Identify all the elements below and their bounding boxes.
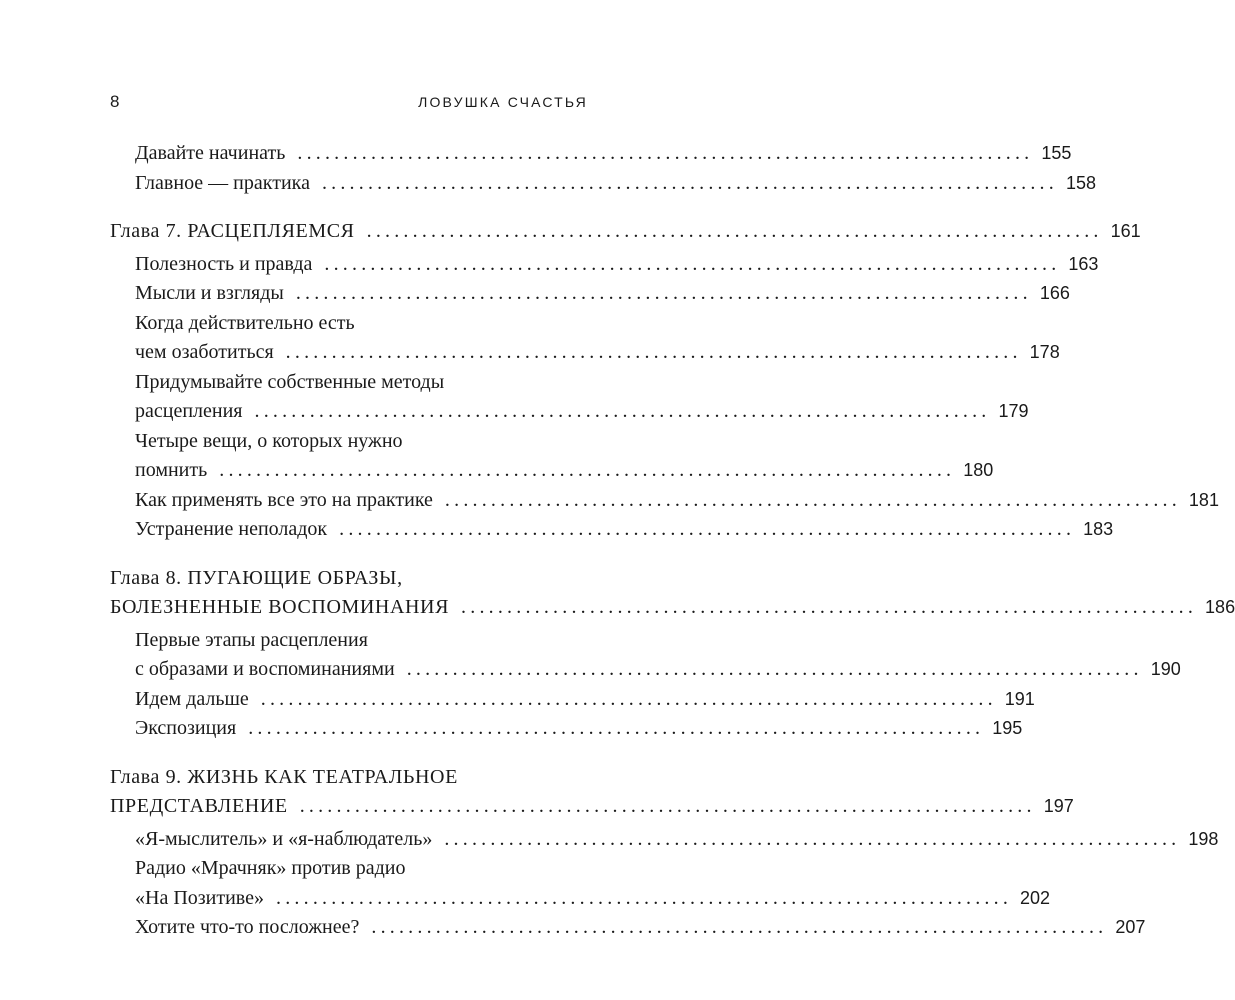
- toc-chapter-entry[interactable]: [110, 763, 1074, 822]
- dot-leader: ................................................................................: [254, 400, 991, 422]
- toc-entry-row: [135, 685, 1035, 715]
- toc-entry-title-line: с образами и воспоминаниями: [135, 658, 395, 680]
- toc-entry-title-line: ПРЕДСТАВЛЕНИЕ: [110, 795, 288, 817]
- toc-entry-title-line: Глава 7. РАСЦЕПЛЯЕМСЯ: [110, 220, 355, 242]
- toc-section-entry[interactable]: [110, 279, 1070, 309]
- dot-leader: ................................................................................: [444, 827, 1181, 850]
- toc-chapter-entry[interactable]: [110, 564, 1235, 623]
- toc-entry-row: [135, 486, 1219, 516]
- toc-page-number: 179: [998, 401, 1029, 421]
- dot-leader: ................................................................................: [276, 886, 1013, 909]
- toc-entry-row: [135, 456, 994, 486]
- dot-leader: ................................................................................: [371, 916, 1108, 938]
- toc-entry-row: [135, 714, 1023, 744]
- dot-leader: ................................................................................: [444, 488, 1181, 511]
- toc-entry-title-line: Хотите что-то посложнее?: [135, 916, 360, 938]
- toc-entry-title-line: Давайте начинать: [135, 142, 286, 164]
- dot-leader: ................................................................................: [219, 459, 956, 481]
- toc-entry-title-line: расцепления: [135, 400, 243, 422]
- toc-page-number: 158: [1065, 172, 1096, 193]
- toc-entry-title-line: Мысли и взгляды: [135, 282, 284, 304]
- toc-page-number: 178: [1029, 342, 1060, 362]
- toc-entry-row: [110, 593, 1235, 623]
- toc-page-number: 181: [1188, 489, 1219, 510]
- toc-page-number: 195: [992, 718, 1023, 738]
- dot-leader: ................................................................................: [406, 658, 1143, 680]
- running-title: ЛОВУШКА СЧАСТЬЯ: [418, 94, 588, 110]
- toc-entry-row: [135, 139, 1072, 169]
- toc-section-entry[interactable]: [110, 427, 994, 486]
- dot-leader: ................................................................................: [461, 596, 1198, 618]
- toc-entry-row: [135, 279, 1070, 309]
- toc-section-entry[interactable]: [110, 714, 1023, 744]
- dot-leader: ................................................................................: [295, 282, 1032, 304]
- toc-section-entry[interactable]: [110, 169, 1096, 199]
- toc-entry-title-line: «Я-мыслитель» и «я-наблюдатель»: [135, 827, 433, 850]
- toc-page-number: 183: [1083, 519, 1114, 539]
- page-header: [110, 90, 588, 114]
- toc-page-number: 161: [1110, 221, 1141, 241]
- toc-page-number: 197: [1043, 796, 1074, 816]
- dot-leader: ................................................................................: [248, 717, 985, 739]
- table-of-contents: [110, 139, 1235, 943]
- toc-chapter-entry[interactable]: [110, 217, 1141, 247]
- toc-entry-title-line: Придумывайте собственные методы: [135, 370, 445, 393]
- toc-entry-title-line: «На Позитиве»: [135, 886, 265, 909]
- toc-entry-title-line: Радио «Мрачняк» против радио: [135, 857, 406, 879]
- toc-section-entry[interactable]: [110, 626, 1181, 685]
- dot-leader: ................................................................................: [321, 171, 1058, 194]
- toc-entry-title-line: Как применять все это на практике: [135, 488, 433, 511]
- toc-entry-row: [110, 217, 1141, 247]
- toc-entry-row: [135, 515, 1114, 545]
- toc-entry-row: [110, 792, 1074, 822]
- toc-entry-row: [135, 655, 1181, 685]
- toc-entry-title-line: чем озаботиться: [135, 341, 274, 363]
- toc-page-number: 155: [1041, 143, 1072, 163]
- toc-section-entry[interactable]: [110, 854, 1051, 913]
- toc-entry-title-line: Устранение неполадок: [135, 518, 328, 540]
- toc-entry-row: [135, 913, 1146, 943]
- dot-leader: ................................................................................: [285, 341, 1022, 363]
- toc-entry-row: [135, 169, 1096, 199]
- toc-page-number: 180: [963, 460, 994, 480]
- toc-section-entry[interactable]: [110, 368, 1029, 427]
- toc-section-entry[interactable]: [110, 139, 1072, 169]
- toc-page-number: 207: [1115, 917, 1146, 937]
- toc-section-entry[interactable]: [110, 685, 1035, 715]
- toc-section-entry[interactable]: [110, 309, 1060, 368]
- toc-entry-row: [135, 884, 1051, 914]
- toc-section-entry[interactable]: [110, 486, 1219, 516]
- toc-section-entry[interactable]: [110, 250, 1099, 280]
- toc-page-number: 190: [1150, 659, 1181, 679]
- toc-page-number: 166: [1039, 283, 1070, 303]
- toc-entry-row: [135, 250, 1099, 280]
- toc-section-entry[interactable]: [110, 913, 1146, 943]
- toc-entry-title-line: БОЛЕЗНЕННЫЕ ВОСПОМИНАНИЯ: [110, 596, 450, 618]
- page-number: 8: [110, 92, 120, 111]
- toc-page-number: 186: [1205, 597, 1235, 617]
- toc-page-number: 191: [1004, 688, 1035, 709]
- toc-entry-title-line: Глава 9. ЖИЗНЬ КАК ТЕАТРАЛЬНОЕ: [110, 765, 458, 788]
- toc-entry-title-line: Глава 8. ПУГАЮЩИЕ ОБРАЗЫ,: [110, 566, 403, 589]
- toc-entry-title-line: Четыре вещи, о которых нужно: [135, 429, 403, 452]
- dot-leader: ................................................................................: [297, 142, 1034, 164]
- toc-entry-row: [135, 825, 1219, 855]
- toc-entry-title-line: Полезность и правда: [135, 252, 313, 275]
- dot-leader: ................................................................................: [324, 252, 1061, 275]
- toc-entry-title-line: Первые этапы расцепления: [135, 628, 368, 651]
- toc-entry-row: [135, 397, 1029, 427]
- toc-page-number: 163: [1068, 253, 1099, 274]
- toc-section-entry[interactable]: [110, 515, 1114, 545]
- toc-section-entry[interactable]: [110, 825, 1219, 855]
- toc-entry-title-line: Экспозиция: [135, 717, 237, 739]
- dot-leader: ................................................................................: [299, 795, 1036, 817]
- dot-leader: ................................................................................: [339, 518, 1076, 540]
- dot-leader: ................................................................................: [366, 220, 1103, 242]
- toc-page-number: 198: [1188, 828, 1219, 849]
- toc-page-number: 202: [1020, 887, 1051, 908]
- toc-entry-row: [135, 338, 1060, 368]
- dot-leader: ................................................................................: [260, 687, 997, 710]
- toc-entry-title-line: Главное — практика: [135, 171, 310, 194]
- toc-entry-title-line: Когда действительно есть: [135, 311, 355, 334]
- toc-entry-title-line: Идем дальше: [135, 687, 249, 710]
- toc-entry-title-line: помнить: [135, 459, 208, 481]
